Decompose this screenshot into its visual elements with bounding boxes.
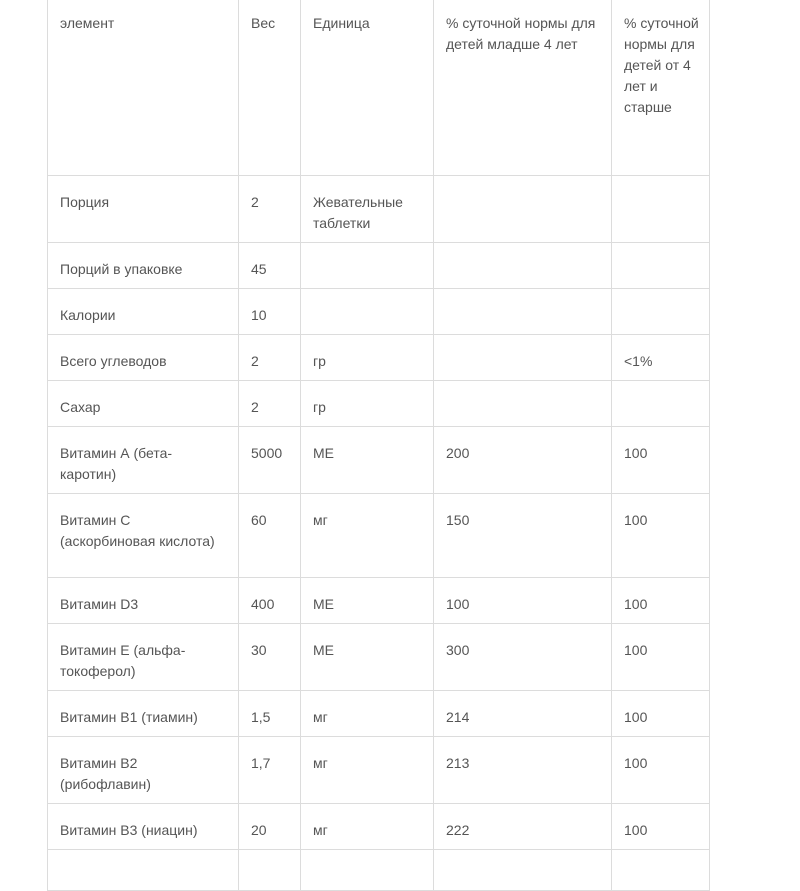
cell-weight: 45: [239, 243, 301, 289]
cell-element: [48, 850, 239, 891]
cell-element: Витамин С (аскорбиновая кислота): [48, 494, 239, 578]
cell-daily-under-4: [434, 381, 612, 427]
cell-unit: [301, 243, 434, 289]
table-row: [48, 578, 710, 624]
table-row: [48, 494, 710, 578]
table-row: [48, 427, 710, 494]
cell-element: Сахар: [48, 381, 239, 427]
cell-daily-under-4: 100: [434, 578, 612, 624]
cell-daily-4-and-older: 100: [612, 427, 710, 494]
cell-daily-4-and-older: 100: [612, 804, 710, 850]
cell-daily-4-and-older: 100: [612, 737, 710, 804]
cell-daily-under-4: [434, 176, 612, 243]
cell-daily-4-and-older: 100: [612, 578, 710, 624]
cell-daily-4-and-older: 100: [612, 494, 710, 578]
cell-element: Всего углеводов: [48, 335, 239, 381]
cell-element: Витамин А (бета-каротин): [48, 427, 239, 494]
cell-weight: 400: [239, 578, 301, 624]
cell-element: Порций в упаковке: [48, 243, 239, 289]
table-row: [48, 176, 710, 243]
cell-weight: 5000: [239, 427, 301, 494]
cell-daily-4-and-older: 100: [612, 691, 710, 737]
cell-unit: мг: [301, 737, 434, 804]
table-row: [48, 243, 710, 289]
cell-daily-4-and-older: [612, 289, 710, 335]
cell-weight: 10: [239, 289, 301, 335]
cell-unit: МЕ: [301, 624, 434, 691]
cell-daily-under-4: [434, 335, 612, 381]
cell-weight: 2: [239, 176, 301, 243]
header-weight: Вес: [239, 0, 301, 176]
cell-element: Витамин В1 (тиамин): [48, 691, 239, 737]
cell-element: Витамин В2 (рибофлавин): [48, 737, 239, 804]
table-row: [48, 381, 710, 427]
header-unit: Единица: [301, 0, 434, 176]
cell-unit: [301, 289, 434, 335]
cell-daily-under-4: 200: [434, 427, 612, 494]
cell-daily-4-and-older: [612, 176, 710, 243]
cell-unit: МЕ: [301, 427, 434, 494]
cell-unit: мг: [301, 494, 434, 578]
table-row: [48, 691, 710, 737]
header-element: элемент: [48, 0, 239, 176]
header-daily-under-4: % суточной нормы для детей младше 4 лет: [434, 0, 612, 176]
table-row: [48, 289, 710, 335]
table-row: [48, 335, 710, 381]
cell-unit: гр: [301, 381, 434, 427]
cell-element: Калории: [48, 289, 239, 335]
cell-unit: гр: [301, 335, 434, 381]
cell-unit: МЕ: [301, 578, 434, 624]
cell-element: Порция: [48, 176, 239, 243]
cell-unit: Жевательные таблетки: [301, 176, 434, 243]
cell-daily-under-4: [434, 289, 612, 335]
cell-daily-4-and-older: [612, 381, 710, 427]
table-row: [48, 850, 710, 891]
table-row: [48, 737, 710, 804]
table-header-row: [48, 0, 710, 176]
cell-weight: 30: [239, 624, 301, 691]
cell-daily-4-and-older: <1%: [612, 335, 710, 381]
cell-daily-under-4: 150: [434, 494, 612, 578]
cell-daily-under-4: 300: [434, 624, 612, 691]
cell-weight: 60: [239, 494, 301, 578]
cell-weight: 2: [239, 335, 301, 381]
cell-unit: мг: [301, 691, 434, 737]
cell-daily-under-4: 214: [434, 691, 612, 737]
cell-daily-under-4: 222: [434, 804, 612, 850]
cell-weight: 1,7: [239, 737, 301, 804]
cell-weight: 20: [239, 804, 301, 850]
nutrition-table: [47, 0, 710, 891]
cell-unit: мг: [301, 804, 434, 850]
cell-daily-4-and-older: [612, 850, 710, 891]
cell-element: Витамин D3: [48, 578, 239, 624]
header-daily-4-and-older: % суточной нормы для детей от 4 лет и старше: [612, 0, 710, 176]
cell-weight: 1,5: [239, 691, 301, 737]
cell-daily-4-and-older: 100: [612, 624, 710, 691]
table-row: [48, 804, 710, 850]
table-row: [48, 624, 710, 691]
cell-daily-under-4: 213: [434, 737, 612, 804]
cell-daily-under-4: [434, 243, 612, 289]
cell-unit: [301, 850, 434, 891]
cell-element: Витамин Е (альфа-токоферол): [48, 624, 239, 691]
cell-weight: 2: [239, 381, 301, 427]
cell-weight: [239, 850, 301, 891]
cell-daily-4-and-older: [612, 243, 710, 289]
cell-daily-under-4: [434, 850, 612, 891]
cell-element: Витамин В3 (ниацин): [48, 804, 239, 850]
